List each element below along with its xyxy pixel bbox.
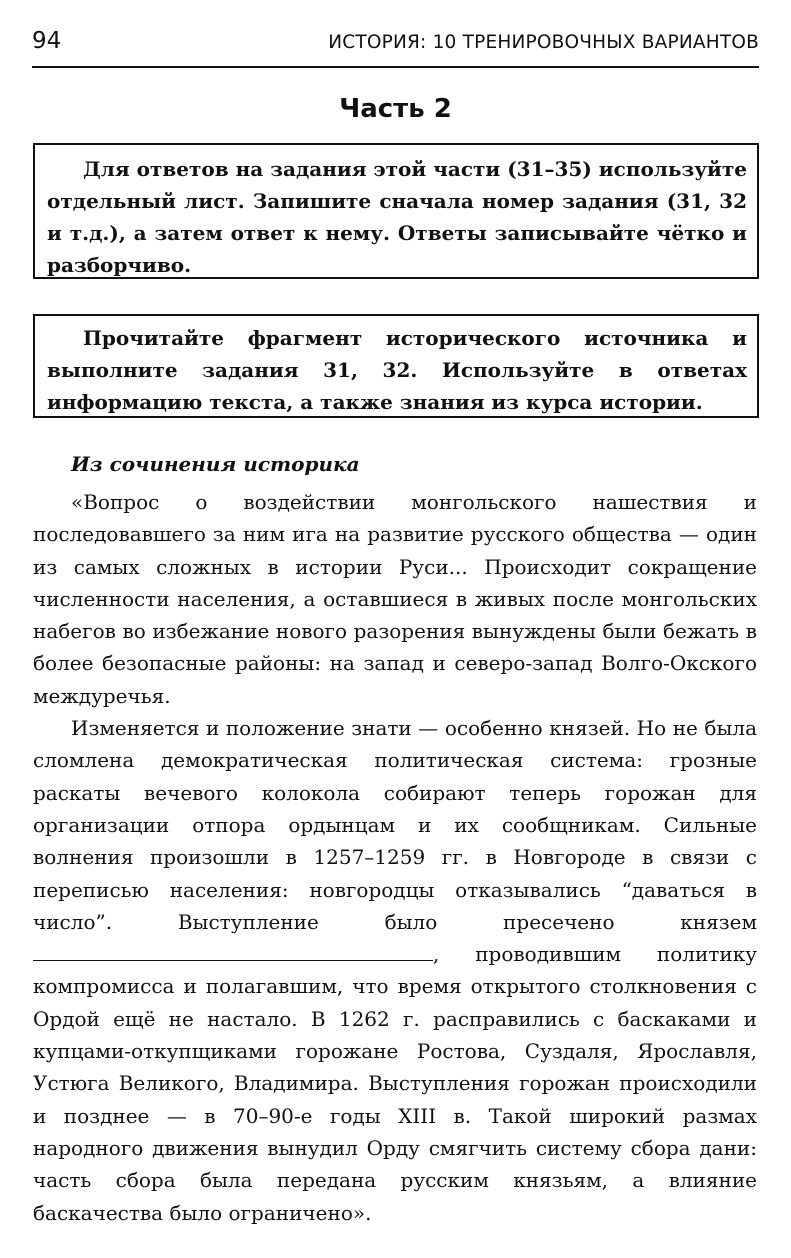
paragraph-2-part-2: , проводившим политику компромисса и полагавшим, что время открытого столкновения с Ордой ещё не настало. В 1262 г. расправились с баскаками и купцами-откупщиками горожане Ростова, Суздаля, Ярославля, Устюга Великого, Владимира. Выступления горожан происходили и позднее — в 70–90-е годы XIII в. Такой широкий размах народного движения вынудил Орду смягчить систему сбора дани: часть сбора была передана русским князьям, а влияние баскачества было ограничено». <box>33 942 757 1225</box>
instructions-text: Для ответов на задания этой части (31–35) используйте отдельный лист. Запишите сначала номер задания (31, 32 и т.д.), а затем ответ к нему. Ответы записывайте чётко и разборчиво. <box>47 157 747 277</box>
source-title: Из сочинения историка <box>71 452 360 476</box>
task-box <box>33 314 759 418</box>
part-title: Часть 2 <box>339 94 452 124</box>
running-header <box>32 26 759 68</box>
book-title: ИСТОРИЯ: 10 ТРЕНИРОВОЧНЫХ ВАРИАНТОВ <box>328 32 759 53</box>
source-text <box>33 486 757 1229</box>
answer-blank <box>33 942 433 961</box>
instructions-box <box>33 143 759 279</box>
source-paragraph-2 <box>33 712 757 1229</box>
source-paragraph-1: «Вопрос о воздействии монгольского нашествия и последовавшего за ним ига на развитие русского общества — один из самых сложных в истории Руси... Происходит сокращение численности населения, а оставшиеся в живых после монгольских набегов во избежание нового разорения вынуждены были бежать в более безопасные районы: на запад и северо-запад Волго-Окского междуречья. <box>33 490 757 708</box>
task-text: Прочитайте фрагмент исторического источника и выполните задания 31, 32. Используйте в ответах информацию текста, а также знания из курса истории. <box>47 326 747 414</box>
paragraph-2-part-1: Изменяется и положение знати — особенно князей. Но не была сломлена демократическая политическая система: грозные раскаты вечевого колокола собирают теперь горожан для организации отпора ордынцам и их сообщникам. Сильные волнения произошли в 1257–1259 гг. в Новгороде в связи с переписью населения: новгородцы отказывались “даваться в число”. Выступление было пресечено князем <box>33 716 757 934</box>
page-number: 94 <box>32 28 62 54</box>
